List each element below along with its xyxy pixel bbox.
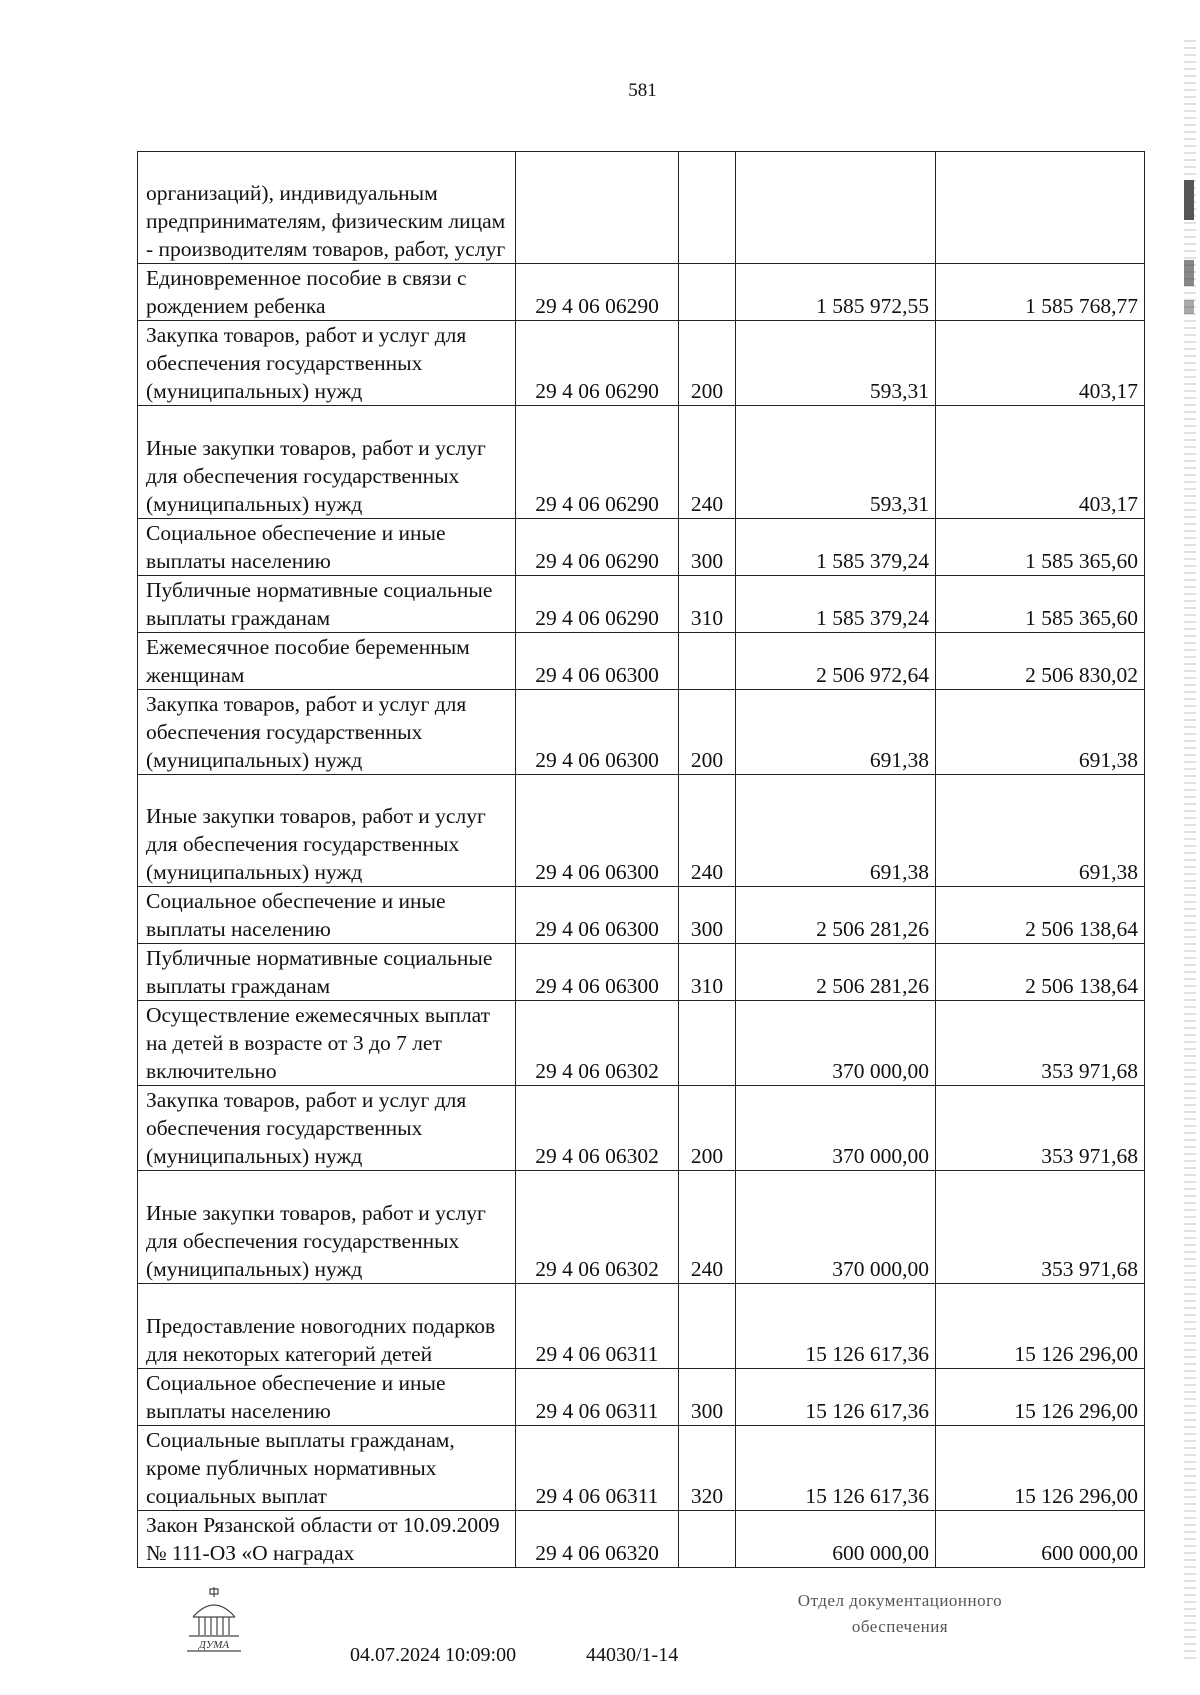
row-name-cell: Иные закупки товаров, работ и услуг для обеспечения государственных (муниципальных) нужд [138, 775, 516, 887]
row-name-cell: организаций), индивидуальным предпринимателям, физическим лицам - производителям товаров, работ, услуг [138, 152, 516, 264]
table-row [138, 775, 1145, 887]
department-stamp [750, 1588, 1050, 1640]
registration-number: 44030/1-14 [586, 1644, 679, 1666]
row-kind-cell [679, 1001, 736, 1086]
row-code-cell: 29 4 06 06311 [516, 1426, 679, 1511]
row-fact-cell [936, 152, 1145, 264]
row-fact-cell: 353 971,68 [936, 1086, 1145, 1171]
row-code-cell: 29 4 06 06290 [516, 264, 679, 321]
row-code-cell: 29 4 06 06300 [516, 775, 679, 887]
table-row [138, 576, 1145, 633]
row-fact-cell: 2 506 830,02 [936, 633, 1145, 690]
row-code-cell: 29 4 06 06290 [516, 406, 679, 519]
table-row [138, 152, 1145, 264]
row-code-cell: 29 4 06 06311 [516, 1369, 679, 1426]
row-name-cell: Социальные выплаты гражданам, кроме публичных нормативных социальных выплат [138, 1426, 516, 1511]
row-code-cell: 29 4 06 06300 [516, 944, 679, 1001]
row-plan-cell: 600 000,00 [736, 1511, 936, 1568]
row-fact-cell: 1 585 365,60 [936, 576, 1145, 633]
row-code-cell: 29 4 06 06290 [516, 321, 679, 406]
row-plan-cell: 15 126 617,36 [736, 1284, 936, 1369]
table-row [138, 633, 1145, 690]
row-kind-cell: 310 [679, 576, 736, 633]
row-fact-cell: 353 971,68 [936, 1171, 1145, 1284]
row-kind-cell [679, 1284, 736, 1369]
row-fact-cell: 15 126 296,00 [936, 1369, 1145, 1426]
table-row [138, 1369, 1145, 1426]
row-kind-cell: 200 [679, 690, 736, 775]
table-body [138, 152, 1145, 1568]
row-kind-cell: 310 [679, 944, 736, 1001]
row-plan-cell: 370 000,00 [736, 1001, 936, 1086]
row-plan-cell: 1 585 972,55 [736, 264, 936, 321]
row-fact-cell: 403,17 [936, 321, 1145, 406]
row-kind-cell: 240 [679, 406, 736, 519]
row-fact-cell: 691,38 [936, 775, 1145, 887]
row-name-cell: Публичные нормативные социальные выплаты гражданам [138, 944, 516, 1001]
row-plan-cell: 15 126 617,36 [736, 1369, 936, 1426]
document-date: 04.07.2024 10:09:00 [350, 1644, 517, 1666]
budget-table [137, 151, 1145, 1568]
row-plan-cell: 15 126 617,36 [736, 1426, 936, 1511]
row-fact-cell: 15 126 296,00 [936, 1426, 1145, 1511]
row-kind-cell: 320 [679, 1426, 736, 1511]
stamp-line-2: обеспечения [851, 1617, 949, 1636]
row-plan-cell: 593,31 [736, 406, 936, 519]
row-kind-cell: 240 [679, 775, 736, 887]
row-name-cell: Осуществление ежемесячных выплат на детей в возрасте от 3 до 7 лет включительно [138, 1001, 516, 1086]
row-code-cell: 29 4 06 06302 [516, 1086, 679, 1171]
row-name-cell: Иные закупки товаров, работ и услуг для обеспечения государственных (муниципальных) нужд [138, 1171, 516, 1284]
row-fact-cell: 600 000,00 [936, 1511, 1145, 1568]
row-plan-cell: 2 506 281,26 [736, 944, 936, 1001]
row-name-cell: Публичные нормативные социальные выплаты гражданам [138, 576, 516, 633]
row-plan-cell: 2 506 281,26 [736, 887, 936, 944]
table-row [138, 1426, 1145, 1511]
row-name-cell: Закупка товаров, работ и услуг для обеспечения государственных (муниципальных) нужд [138, 321, 516, 406]
row-plan-cell: 593,31 [736, 321, 936, 406]
row-name-cell: Закон Рязанской области от 10.09.2009 № 111-ОЗ «О наградах [138, 1511, 516, 1568]
row-name-cell: Социальное обеспечение и иные выплаты населению [138, 1369, 516, 1426]
row-code-cell: 29 4 06 06302 [516, 1001, 679, 1086]
row-kind-cell [679, 152, 736, 264]
row-plan-cell: 370 000,00 [736, 1086, 936, 1171]
row-kind-cell: 200 [679, 1086, 736, 1171]
row-name-cell: Социальное обеспечение и иные выплаты населению [138, 519, 516, 576]
row-fact-cell: 2 506 138,64 [936, 944, 1145, 1001]
row-code-cell [516, 152, 679, 264]
row-plan-cell: 370 000,00 [736, 1171, 936, 1284]
table-row [138, 321, 1145, 406]
row-name-cell: Закупка товаров, работ и услуг для обеспечения государственных (муниципальных) нужд [138, 690, 516, 775]
scan-mark [1184, 260, 1194, 286]
row-kind-cell: 240 [679, 1171, 736, 1284]
page-number: 581 [628, 80, 657, 101]
row-plan-cell [736, 152, 936, 264]
row-kind-cell [679, 1511, 736, 1568]
row-kind-cell [679, 264, 736, 321]
row-kind-cell: 300 [679, 1369, 736, 1426]
duma-logo [183, 1585, 245, 1655]
table-row [138, 1511, 1145, 1568]
row-name-cell: Социальное обеспечение и иные выплаты населению [138, 887, 516, 944]
row-name-cell: Единовременное пособие в связи с рождением ребенка [138, 264, 516, 321]
table-row [138, 690, 1145, 775]
row-fact-cell: 2 506 138,64 [936, 887, 1145, 944]
table-row [138, 519, 1145, 576]
row-name-cell: Закупка товаров, работ и услуг для обеспечения государственных (муниципальных) нужд [138, 1086, 516, 1171]
row-fact-cell: 691,38 [936, 690, 1145, 775]
duma-logo-text: ДУМА [198, 1639, 230, 1651]
row-fact-cell: 1 585 768,77 [936, 264, 1145, 321]
row-kind-cell: 200 [679, 321, 736, 406]
row-code-cell: 29 4 06 06290 [516, 576, 679, 633]
row-code-cell: 29 4 06 06300 [516, 887, 679, 944]
table-row [138, 1171, 1145, 1284]
row-code-cell: 29 4 06 06290 [516, 519, 679, 576]
row-code-cell: 29 4 06 06320 [516, 1511, 679, 1568]
row-plan-cell: 691,38 [736, 775, 936, 887]
row-name-cell: Ежемесячное пособие беременным женщинам [138, 633, 516, 690]
row-name-cell: Иные закупки товаров, работ и услуг для обеспечения государственных (муниципальных) нужд [138, 406, 516, 519]
table-row [138, 1086, 1145, 1171]
row-plan-cell: 1 585 379,24 [736, 576, 936, 633]
row-kind-cell [679, 633, 736, 690]
row-fact-cell: 403,17 [936, 406, 1145, 519]
row-plan-cell: 691,38 [736, 690, 936, 775]
table-row [138, 944, 1145, 1001]
row-kind-cell: 300 [679, 519, 736, 576]
row-plan-cell: 1 585 379,24 [736, 519, 936, 576]
table-row [138, 1284, 1145, 1369]
row-kind-cell: 300 [679, 887, 736, 944]
row-fact-cell: 15 126 296,00 [936, 1284, 1145, 1369]
row-fact-cell: 1 585 365,60 [936, 519, 1145, 576]
row-fact-cell: 353 971,68 [936, 1001, 1145, 1086]
row-plan-cell: 2 506 972,64 [736, 633, 936, 690]
row-code-cell: 29 4 06 06300 [516, 690, 679, 775]
table-row [138, 406, 1145, 519]
row-code-cell: 29 4 06 06311 [516, 1284, 679, 1369]
row-code-cell: 29 4 06 06302 [516, 1171, 679, 1284]
row-name-cell: Предоставление новогодних подарков для некоторых категорий детей [138, 1284, 516, 1369]
stamp-line-1: Отдел документационного [797, 1591, 1003, 1610]
table-row [138, 1001, 1145, 1086]
table-row [138, 264, 1145, 321]
row-code-cell: 29 4 06 06300 [516, 633, 679, 690]
scan-mark [1184, 180, 1194, 220]
table-row [138, 887, 1145, 944]
scan-mark [1184, 300, 1194, 314]
